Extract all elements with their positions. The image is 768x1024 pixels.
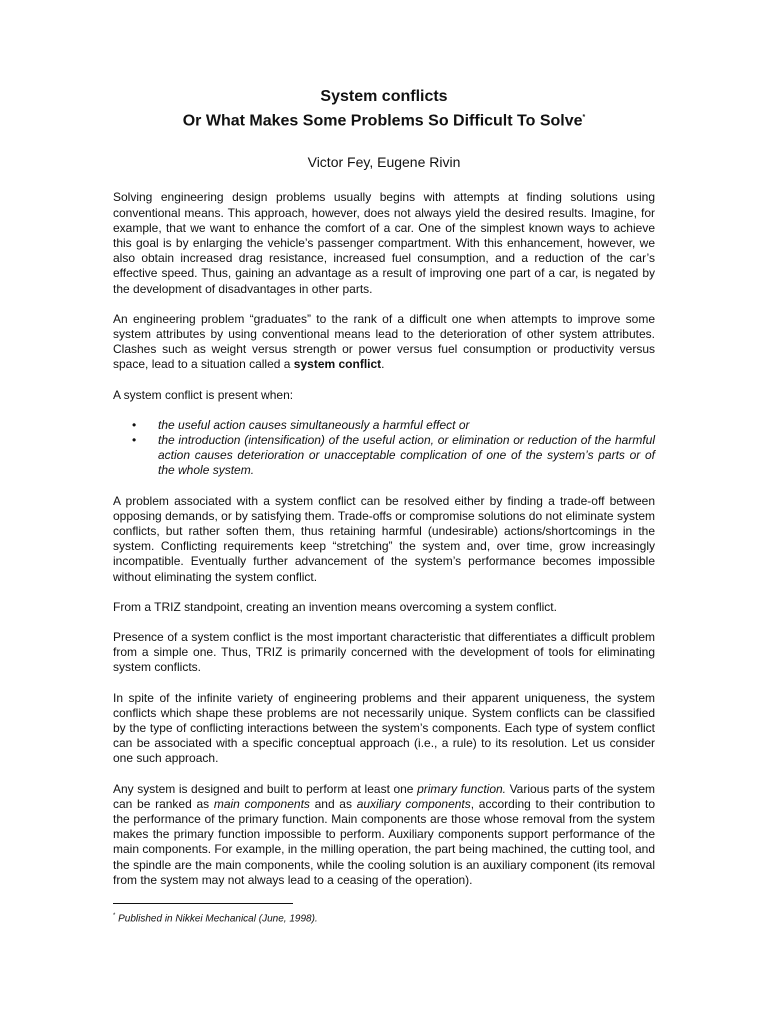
list-item-text: the introduction (intensification) of the useful action, or elimination or reduction of the harmful action causes deterioration or unacceptable complication of one of the system’s parts or of the whole system. — [158, 432, 655, 478]
footnote-mark: * — [113, 913, 116, 920]
primary-function-term: primary function. — [417, 781, 506, 796]
footnote-divider — [113, 903, 293, 904]
bullet-icon: • — [132, 417, 137, 432]
footnote — [113, 910, 655, 925]
title-line-1: System conflicts — [320, 88, 448, 105]
title-footnote-mark: * — [582, 114, 586, 121]
list-item — [113, 418, 655, 433]
paragraph-8-text: and as — [309, 796, 357, 811]
paragraph-5: From a TRIZ standpoint, creating an invention means overcoming a system conflict. — [113, 599, 557, 614]
main-components-term: main components — [213, 796, 310, 811]
system-conflict-term: system conflict — [293, 357, 382, 372]
document-title — [113, 86, 655, 131]
list-item — [113, 433, 655, 479]
paragraph-8-text: Any system is designed and built to perform at least one — [113, 781, 418, 796]
paragraph-1: Solving engineering design problems usually begins with attempts at finding solutions using conventional means. This approach, however, does not always yield the desired results. Imagine, for example, that we want to enhance the comfort of a car. One of the simplest known ways to achieve this goal is by enlarging the vehicle’s passenger compartment. With this enhancement, however, we also obtain increased drag resistance, increased fuel consumption, and a reduction of the car’s effective speed. Thus, gaining an advantage as a result of improving one part of a car, is negated by the development of disadvantages in other parts. — [113, 190, 655, 296]
authors: Victor Fey, Eugene Rivin — [307, 154, 461, 171]
footnote-text: Published in Nikkei Mechanical (June, 1998). — [115, 913, 318, 925]
paragraph-8 — [113, 782, 655, 888]
auxiliary-components-term: auxiliary components — [356, 796, 471, 811]
paragraph-2-text: An engineering problem “graduates” to the rank of a difficult one when attempts to improve some system attributes by using conventional means lead to the deterioration of other system attributes. Clashes such as weight versus strength or power versus fuel consumption or productivity versus space, lead to a situation called a — [113, 311, 655, 372]
title-line-2: Or What Makes Some Problems So Difficult To Solve — [182, 112, 583, 130]
paragraph-2-end: . — [381, 357, 385, 372]
paragraph-3: A system conflict is present when: — [113, 387, 294, 402]
paragraph-8-text: , according to their contribution to the performance of the primary function. Main components are those whose removal from the system makes the primary function impossible to perform. Auxiliary components support performance of the main components. For example, in the milling operation, the part being machined, the cutting tool, and the spindle are the main components, while the cooling solution is an auxiliary component (its removal from the system may not always lead to a ceasing of the operation). — [113, 796, 656, 887]
paragraph-8-text: Various parts of the system can be ranked as — [113, 781, 656, 811]
paragraph-7: In spite of the infinite variety of engineering problems and their apparent uniqueness, the system conflicts which shape these problems are not necessarily unique. System conflicts can be classified by the type of conflicting interactions between the system’s components. Each type of system conflict can be associated with a specific conceptual approach (i.e., a rule) to its resolution. Let us consider one such approach. — [113, 690, 655, 766]
conflict-conditions-list — [113, 418, 655, 479]
list-item-text: the useful action causes simultaneously a harmful effect or — [158, 417, 470, 432]
paragraph-4: A problem associated with a system conflict can be resolved either by finding a trade-off between opposing demands, or by satisfying them. Trade-offs or compromise solutions do not eliminate system conflicts, but rather soften them, thus retaining harmful (undesirable) actions/shortcomings in the system. Conflicting requirements keep “stretching” the system and, over time, grow increasingly incompatible. Eventually further advancement of the system’s performance becomes impossible without eliminating the system conflict. — [113, 493, 655, 584]
paragraph-6: Presence of a system conflict is the most important characteristic that differentiates a difficult problem from a simple one. Thus, TRIZ is primarily concerned with the development of tools for eliminating system conflicts. — [113, 630, 655, 675]
bullet-icon: • — [132, 432, 137, 447]
document-page — [113, 86, 655, 925]
paragraph-2 — [113, 312, 655, 373]
